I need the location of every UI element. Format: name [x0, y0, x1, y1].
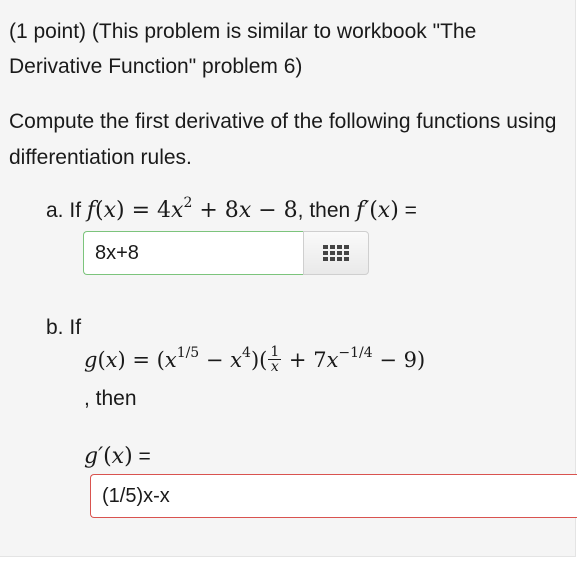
part-a-statement	[46, 193, 417, 229]
part-b-then: , then	[84, 387, 137, 410]
part-b-derivative: g′(x) =	[84, 444, 151, 469]
part-a-equals: =	[404, 199, 417, 222]
problem-intro: Compute the first derivative of the following functions using differentiation rules.	[9, 110, 557, 169]
problem-header: (1 point) (This problem is similar to workbook "The Derivative Function" problem 6)	[9, 20, 477, 78]
part-a-label: a.	[46, 199, 64, 222]
part-b-statement	[46, 312, 81, 344]
equation-palette-button[interactable]	[303, 231, 369, 275]
part-a-function: $f(x) = 4x^2 + 8x - 8$	[86, 195, 298, 223]
part-a-then: , then	[297, 199, 351, 222]
part-b-equals: =	[138, 445, 151, 468]
part-a-answer-input[interactable]	[83, 231, 303, 275]
grid-icon	[323, 245, 349, 261]
part-a-derivative: f′(x)	[356, 198, 399, 223]
part-b-if: If	[69, 316, 82, 339]
part-b-answer-input[interactable]	[90, 474, 577, 518]
part-b-label: b.	[46, 316, 64, 339]
part-b-function: $g(x) = (x^{1/5} - x^4)$( $\frac{1}{x}$ + $7x^{-1/4} - 9$)	[84, 344, 426, 375]
part-a-if: If	[69, 199, 82, 222]
